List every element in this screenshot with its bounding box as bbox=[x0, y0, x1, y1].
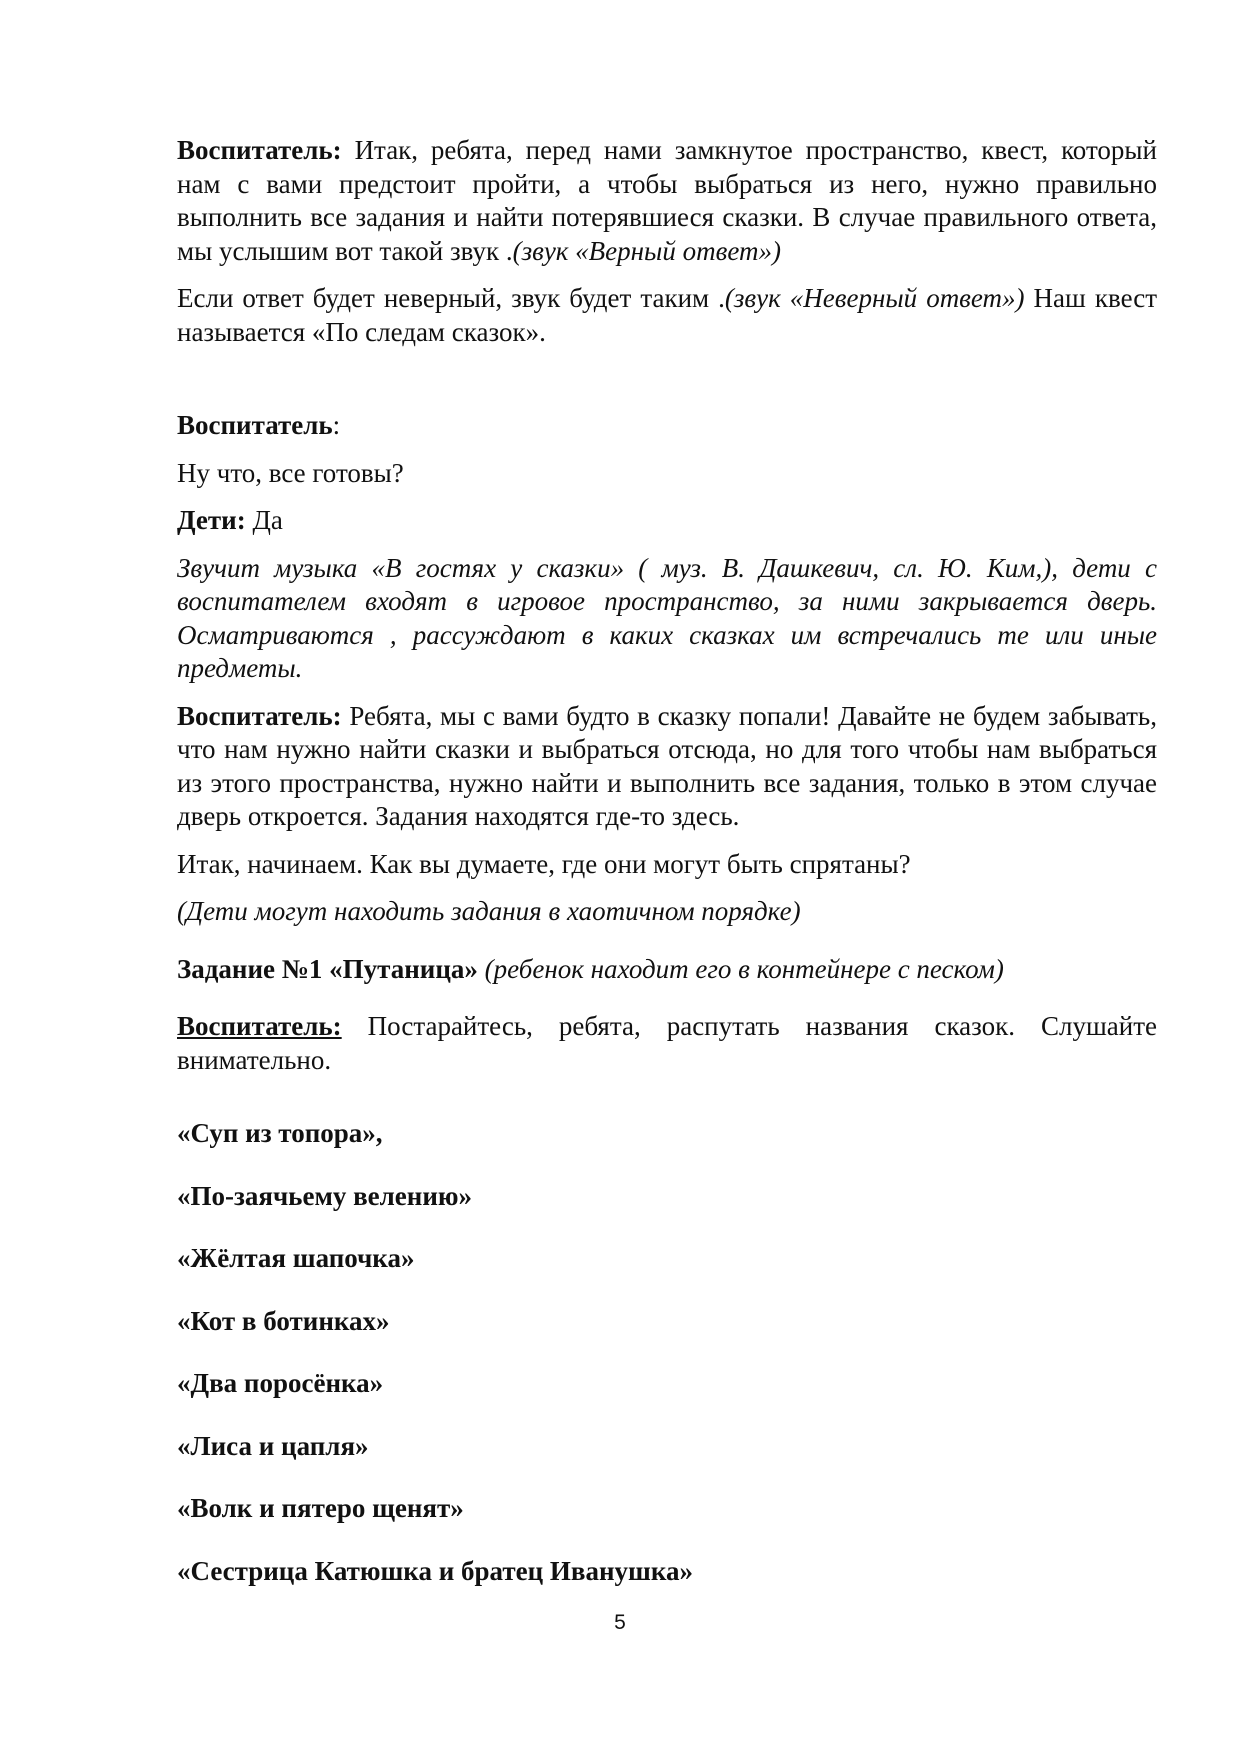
stage-note: (звук «Верный ответ») bbox=[512, 235, 781, 266]
tale-title: «По-заячьему велению» bbox=[177, 1180, 473, 1211]
paragraph-start bbox=[177, 848, 1157, 882]
page-number: 5 bbox=[614, 1611, 626, 1634]
speaker-label: Воспитатель: bbox=[177, 700, 342, 731]
paragraph-text: Ребята, мы с вами будто в сказку попали! Давайте не будем забывать, что нам нужно найти сказки и выбраться отсюда, но для того чтобы нам выбраться из этого пространства, нужно найти и выполнить все задания, только в этом случае дверь откроется. Задания находятся где-то здесь. bbox=[177, 700, 1157, 831]
speaker-label: Воспитатель: bbox=[177, 1011, 342, 1041]
tale-title: «Волк и пятеро щенят» bbox=[177, 1493, 464, 1523]
tale-title: «Лиса и цапля» bbox=[177, 1430, 369, 1461]
tale-title: «Жёлтая шапочка» bbox=[177, 1243, 415, 1273]
paragraph-text: Ну что, все готовы? bbox=[177, 457, 404, 488]
speaker-label: Воспитатель bbox=[177, 410, 333, 440]
paragraph-speaker-only bbox=[177, 409, 1157, 443]
stage-note: (звук «Неверный ответ») bbox=[724, 283, 1025, 313]
paragraph-fairy-tale bbox=[177, 700, 1157, 834]
paragraph-intro bbox=[177, 134, 1157, 268]
tale-title-list bbox=[177, 1117, 1157, 1588]
speaker-label: Воспитатель: bbox=[177, 135, 342, 165]
paragraph-wrong-answer bbox=[177, 282, 1157, 349]
paragraph-children-answer bbox=[177, 504, 1157, 538]
task-title: Задание №1 «Путаница» bbox=[177, 953, 478, 984]
paragraph-text: Наш квест называется «По следам сказок». bbox=[177, 283, 1158, 347]
tale-title: «Суп из топора», bbox=[177, 1118, 383, 1148]
paragraph-stage-direction bbox=[177, 552, 1157, 686]
tale-title: «Сестрица Катюшка и братец Иванушка» bbox=[177, 1555, 693, 1586]
paragraph-text: Итак, начинаем. Как вы думаете, где они могут быть спрятаны? bbox=[177, 848, 911, 879]
tale-title: «Два поросёнка» bbox=[177, 1368, 384, 1398]
paragraph-text: Да bbox=[245, 505, 283, 535]
task-note: (ребенок находит его в контейнере с песком) bbox=[477, 953, 1004, 984]
stage-note: (Дети могут находить задания в хаотичном порядке) bbox=[177, 896, 801, 926]
paragraph-text: Постарайтесь, ребята, распутать названия сказок. Слушайте внимательно. bbox=[177, 1011, 1157, 1075]
stage-direction-text: Звучит музыка «В гостях у сказки» ( муз. В. Дашкевич, сл. Ю. Ким,), дети с воспитателем входят в игровое пространство, за ними закрывается дверь. Осматриваются , рассуждают в каких сказках им встречались те или иные предметы. bbox=[177, 552, 1157, 683]
paragraph-instruction bbox=[177, 1010, 1157, 1077]
paragraph-question bbox=[177, 457, 1157, 491]
speaker-label: Дети: bbox=[177, 505, 246, 535]
paragraph-text: Итак, ребята, перед нами замкнутое пространство, квест, который нам с вами предстоит пройти, а чтобы выбраться из него, нужно правильно выполнить все задания и найти потерявшиеся сказки. В случае правильного ответа, мы услышим вот такой звук . bbox=[177, 135, 1157, 266]
paragraph-text: Если ответ будет неверный, звук будет таким . bbox=[177, 283, 725, 313]
tale-title: «Кот в ботинках» bbox=[177, 1305, 390, 1336]
page-content bbox=[177, 134, 1157, 1617]
speaker-colon: : bbox=[332, 410, 341, 440]
paragraph-note bbox=[177, 895, 1157, 929]
task-heading bbox=[177, 953, 1157, 987]
